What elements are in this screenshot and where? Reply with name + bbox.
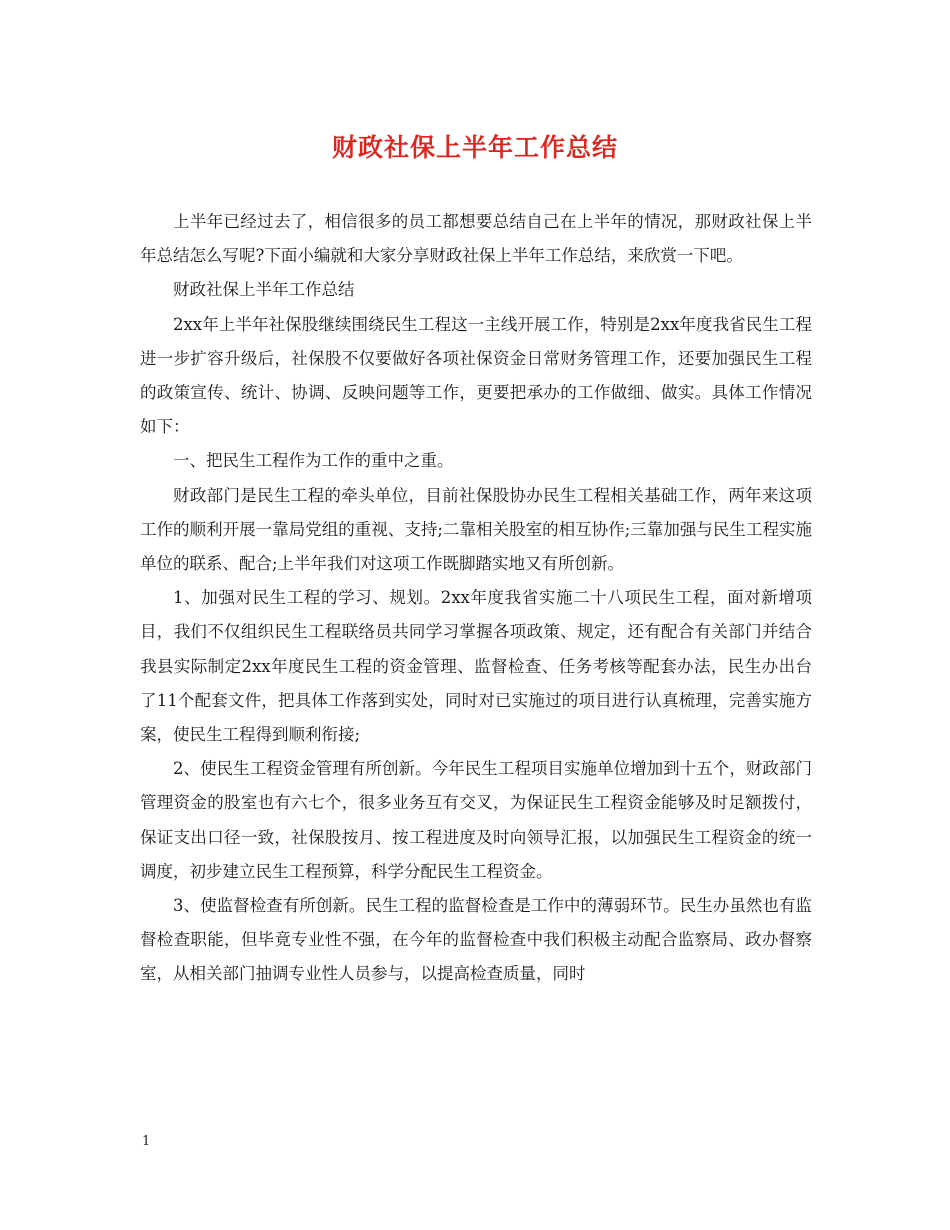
paragraph-intro: 上半年已经过去了，相信很多的员工都想要总结自己在上半年的情况，那财政社保上半年总结怎么写呢?下面小编就和大家分享财政社保上半年工作总结，来欣赏一下吧。 (140, 212, 812, 266)
paragraph-item-2: 2、使民生工程资金管理有所创新。今年民生工程项目实施单位增加到十五个，财政部门管理资金的股室也有六七个，很多业务互有交叉，为保证民生工程资金能够及时足额拨付，保证支出口径一致，社保股按月、按工程进度及时向领导汇报，以加强民生工程资金的统一调度，初步建立民生工程预算，科学分配民生工程资金。 (140, 759, 812, 881)
paragraph-item-3: 3、使监督检查有所创新。民生工程的监督检查是工作中的薄弱环节。民生办虽然也有监督检查职能，但毕竟专业性不强，在今年的监督检查中我们积极主动配合监察局、政办督察室，从相关部门抽调专业性人员参与，以提高检查质量，同时 (140, 896, 812, 984)
page-number: 1 (142, 1134, 151, 1149)
paragraph-subtitle: 财政社保上半年工作总结 (173, 280, 355, 300)
paragraph-finance-role: 财政部门是民生工程的牵头单位，目前社保股协办民生工程相关基础工作，两年来这项工作的顺利开展一靠局党组的重视、支持;二靠相关股室的相互协作;三靠加强与民生工程实施单位的联系、配合;上半年我们对这项工作既脚踏实地又有所创新。 (140, 485, 812, 574)
paragraph-item-1: 1、加强对民生工程的学习、规划。2xx年度我省实施二十八项民生工程，面对新增项目，我们不仅组织民生工程联络员共同学习掌握各项政策、规定，还有配合有关部门并结合我县实际制定2xx年度民生工程的资金管理、监督检查、任务考核等配套办法，民生办出台了11个配套文件，把具体工作落到实处，同时对已实施过的项目进行认真梳理，完善实施方案，使民生工程得到顺利衔接; (140, 588, 812, 745)
paragraph-overview: 2xx年上半年社保股继续围绕民生工程这一主线开展工作，特别是2xx年度我省民生工程进一步扩容升级后，社保股不仅要做好各项社保资金日常财务管理工作，还要加强民生工程的政策宣传、统计、协调、反映问题等工作，更要把承办的工作做细、做实。具体工作情况如下： (140, 314, 812, 437)
document-body (140, 205, 812, 992)
paragraph-section-heading: 一、把民生工程作为工作的重中之重。 (173, 451, 454, 471)
document-title: 财政社保上半年工作总结 (331, 133, 618, 162)
